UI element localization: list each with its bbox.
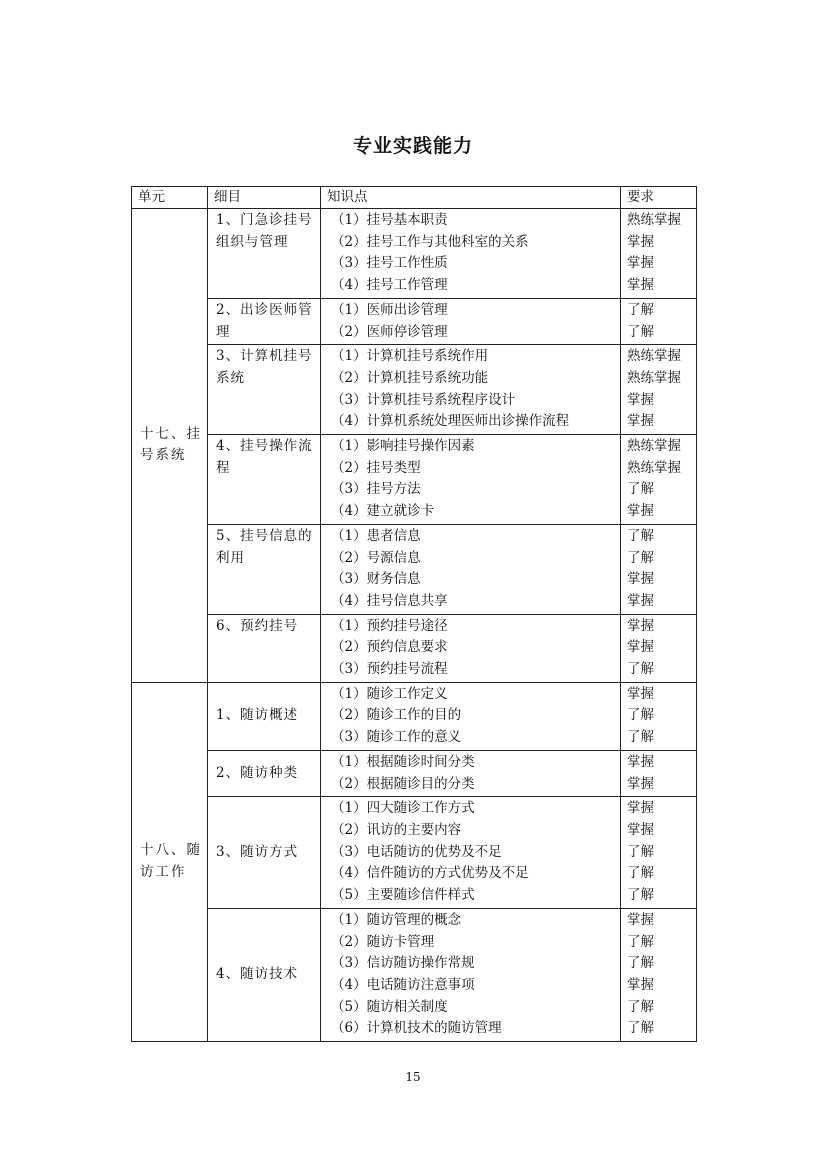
requirements-cell — [621, 209, 697, 299]
requirement-level: 了解 — [627, 933, 654, 950]
requirement-level: 掌握 — [627, 821, 654, 838]
requirement-level: 掌握 — [627, 685, 654, 702]
knowledge-points-cell — [321, 435, 621, 525]
knowledge-points-cell — [321, 524, 621, 614]
item-cell: 3、随访方式 — [208, 797, 321, 909]
knowledge-points-cell — [321, 682, 621, 750]
requirement-level: 了解 — [627, 481, 654, 498]
item-cell: 1、门急诊挂号组织与管理 — [208, 209, 321, 299]
knowledge-point: （3）预约挂号流程 — [331, 661, 448, 678]
knowledge-point: （1）四大随诊工作方式 — [331, 800, 475, 817]
knowledge-point: （2）挂号类型 — [331, 459, 421, 476]
knowledge-points-cell — [321, 345, 621, 435]
requirement-level: 了解 — [627, 301, 654, 318]
knowledge-points-cell — [321, 908, 621, 1041]
requirement-level: 熟练掌握 — [627, 369, 681, 386]
requirement-level: 掌握 — [627, 911, 654, 928]
requirement-level: 掌握 — [627, 592, 654, 609]
requirements-cell — [621, 345, 697, 435]
requirements-cell — [621, 524, 697, 614]
knowledge-point: （5）随访相关制度 — [331, 998, 448, 1015]
requirement-level: 了解 — [627, 998, 654, 1015]
requirement-level: 掌握 — [627, 391, 654, 408]
knowledge-point: （3）财务信息 — [331, 571, 421, 588]
requirement-level: 了解 — [627, 1020, 654, 1037]
requirement-level: 了解 — [627, 843, 654, 860]
syllabus-table — [131, 186, 697, 1042]
table-row — [132, 750, 697, 796]
knowledge-point: （4）建立就诊卡 — [331, 503, 435, 520]
requirements-cell — [621, 298, 697, 344]
knowledge-point: （3）随诊工作的意义 — [331, 729, 462, 746]
item-cell: 2、出诊医师管理 — [208, 298, 321, 344]
knowledge-points-cell — [321, 614, 621, 682]
knowledge-point: （1）患者信息 — [331, 527, 421, 544]
requirement-level: 掌握 — [627, 617, 654, 634]
knowledge-points-cell — [321, 797, 621, 909]
knowledge-point: （4）电话随访注意事项 — [331, 976, 475, 993]
page-number: 15 — [405, 1070, 421, 1084]
table-row — [132, 797, 697, 909]
knowledge-point: （1）根据随诊时间分类 — [331, 753, 475, 770]
requirement-level: 掌握 — [627, 800, 654, 817]
item-cell: 1、随访概述 — [208, 682, 321, 750]
requirement-level: 掌握 — [627, 255, 654, 272]
knowledge-point: （2）随诊工作的目的 — [331, 707, 462, 724]
requirement-level: 了解 — [627, 323, 654, 340]
requirement-level: 掌握 — [627, 753, 654, 770]
requirement-level: 掌握 — [627, 639, 654, 656]
requirement-level: 熟练掌握 — [627, 348, 681, 365]
requirements-cell — [621, 682, 697, 750]
table-row — [132, 435, 697, 525]
table-body — [132, 209, 697, 1042]
knowledge-points-cell — [321, 209, 621, 299]
knowledge-point: （2）预约信息要求 — [331, 639, 448, 656]
requirements-cell — [621, 750, 697, 796]
requirement-level: 了解 — [627, 707, 654, 724]
item-cell: 5、挂号信息的利用 — [208, 524, 321, 614]
knowledge-point: （2）讯访的主要内容 — [331, 821, 462, 838]
knowledge-point: （1）挂号基本职责 — [331, 212, 448, 228]
requirement-level: 了解 — [627, 549, 654, 566]
item-cell: 2、随访种类 — [208, 750, 321, 796]
knowledge-point: （1）影响挂号操作因素 — [331, 438, 475, 455]
requirement-level: 了解 — [627, 729, 654, 746]
knowledge-points-cell — [321, 750, 621, 796]
header-unit: 单元 — [132, 187, 208, 209]
requirement-level: 了解 — [627, 955, 654, 972]
table-row — [132, 298, 697, 344]
requirement-level: 熟练掌握 — [627, 459, 681, 476]
knowledge-point: （3）信访随访操作常规 — [331, 955, 475, 972]
requirement-level: 了解 — [627, 527, 654, 544]
knowledge-point: （4）挂号工作管理 — [331, 277, 448, 294]
knowledge-point: （4）挂号信息共享 — [331, 592, 448, 609]
knowledge-point: （3）计算机挂号系统程序设计 — [331, 391, 516, 408]
requirement-level: 了解 — [627, 661, 654, 678]
unit-cell: 十八、随访工作 — [132, 682, 208, 1041]
item-cell: 6、预约挂号 — [208, 614, 321, 682]
knowledge-point: （5）主要随诊信件样式 — [331, 887, 475, 904]
requirement-level: 掌握 — [627, 571, 654, 588]
header-knowledge-point: 知识点 — [321, 187, 621, 209]
requirement-level: 了解 — [627, 887, 654, 904]
knowledge-point: （2）根据随诊目的分类 — [331, 775, 475, 792]
requirement-level: 熟练掌握 — [627, 438, 681, 455]
requirement-level: 掌握 — [627, 277, 654, 294]
knowledge-point: （2）医师停诊管理 — [331, 323, 448, 340]
knowledge-point: （4）信件随访的方式优势及不足 — [331, 865, 529, 882]
knowledge-point: （3）电话随访的优势及不足 — [331, 843, 502, 860]
knowledge-point: （6）计算机技术的随访管理 — [331, 1020, 502, 1037]
requirement-level: 掌握 — [627, 775, 654, 792]
item-cell: 4、随访技术 — [208, 908, 321, 1041]
unit-cell: 十七、挂号系统 — [132, 209, 208, 683]
knowledge-point: （1）计算机挂号系统作用 — [331, 348, 489, 365]
knowledge-point: （2）计算机挂号系统功能 — [331, 369, 489, 386]
header-requirement: 要求 — [621, 187, 697, 209]
header-item: 细目 — [208, 187, 321, 209]
knowledge-point: （3）挂号方法 — [331, 481, 421, 498]
knowledge-point: （2）随访卡管理 — [331, 933, 435, 950]
knowledge-point: （1）预约挂号途径 — [331, 617, 448, 634]
requirements-cell — [621, 797, 697, 909]
requirements-cell — [621, 614, 697, 682]
knowledge-point: （2）挂号工作与其他科室的关系 — [331, 233, 529, 250]
knowledge-point: （3）挂号工作性质 — [331, 255, 448, 272]
knowledge-point: （1）医师出诊管理 — [331, 301, 448, 318]
table-header-row — [132, 187, 697, 209]
requirement-level: 熟练掌握 — [627, 212, 681, 228]
requirement-level: 掌握 — [627, 233, 654, 250]
requirement-level: 掌握 — [627, 413, 654, 430]
table-row — [132, 614, 697, 682]
knowledge-point: （1）随访管理的概念 — [331, 911, 462, 928]
knowledge-point: （1）随诊工作定义 — [331, 685, 448, 702]
knowledge-point: （2）号源信息 — [331, 549, 421, 566]
table-row — [132, 345, 697, 435]
knowledge-points-cell — [321, 298, 621, 344]
requirement-level: 掌握 — [627, 976, 654, 993]
item-cell: 3、计算机挂号系统 — [208, 345, 321, 435]
requirement-level: 掌握 — [627, 503, 654, 520]
requirements-cell — [621, 908, 697, 1041]
item-cell: 4、挂号操作流程 — [208, 435, 321, 525]
table-row — [132, 524, 697, 614]
table-row — [132, 682, 697, 750]
requirements-cell — [621, 435, 697, 525]
table-row — [132, 908, 697, 1041]
requirement-level: 了解 — [627, 865, 654, 882]
knowledge-point: （4）计算机系统处理医师出诊操作流程 — [331, 413, 570, 430]
page-title: 专业实践能力 — [352, 135, 473, 157]
table-row — [132, 209, 697, 299]
